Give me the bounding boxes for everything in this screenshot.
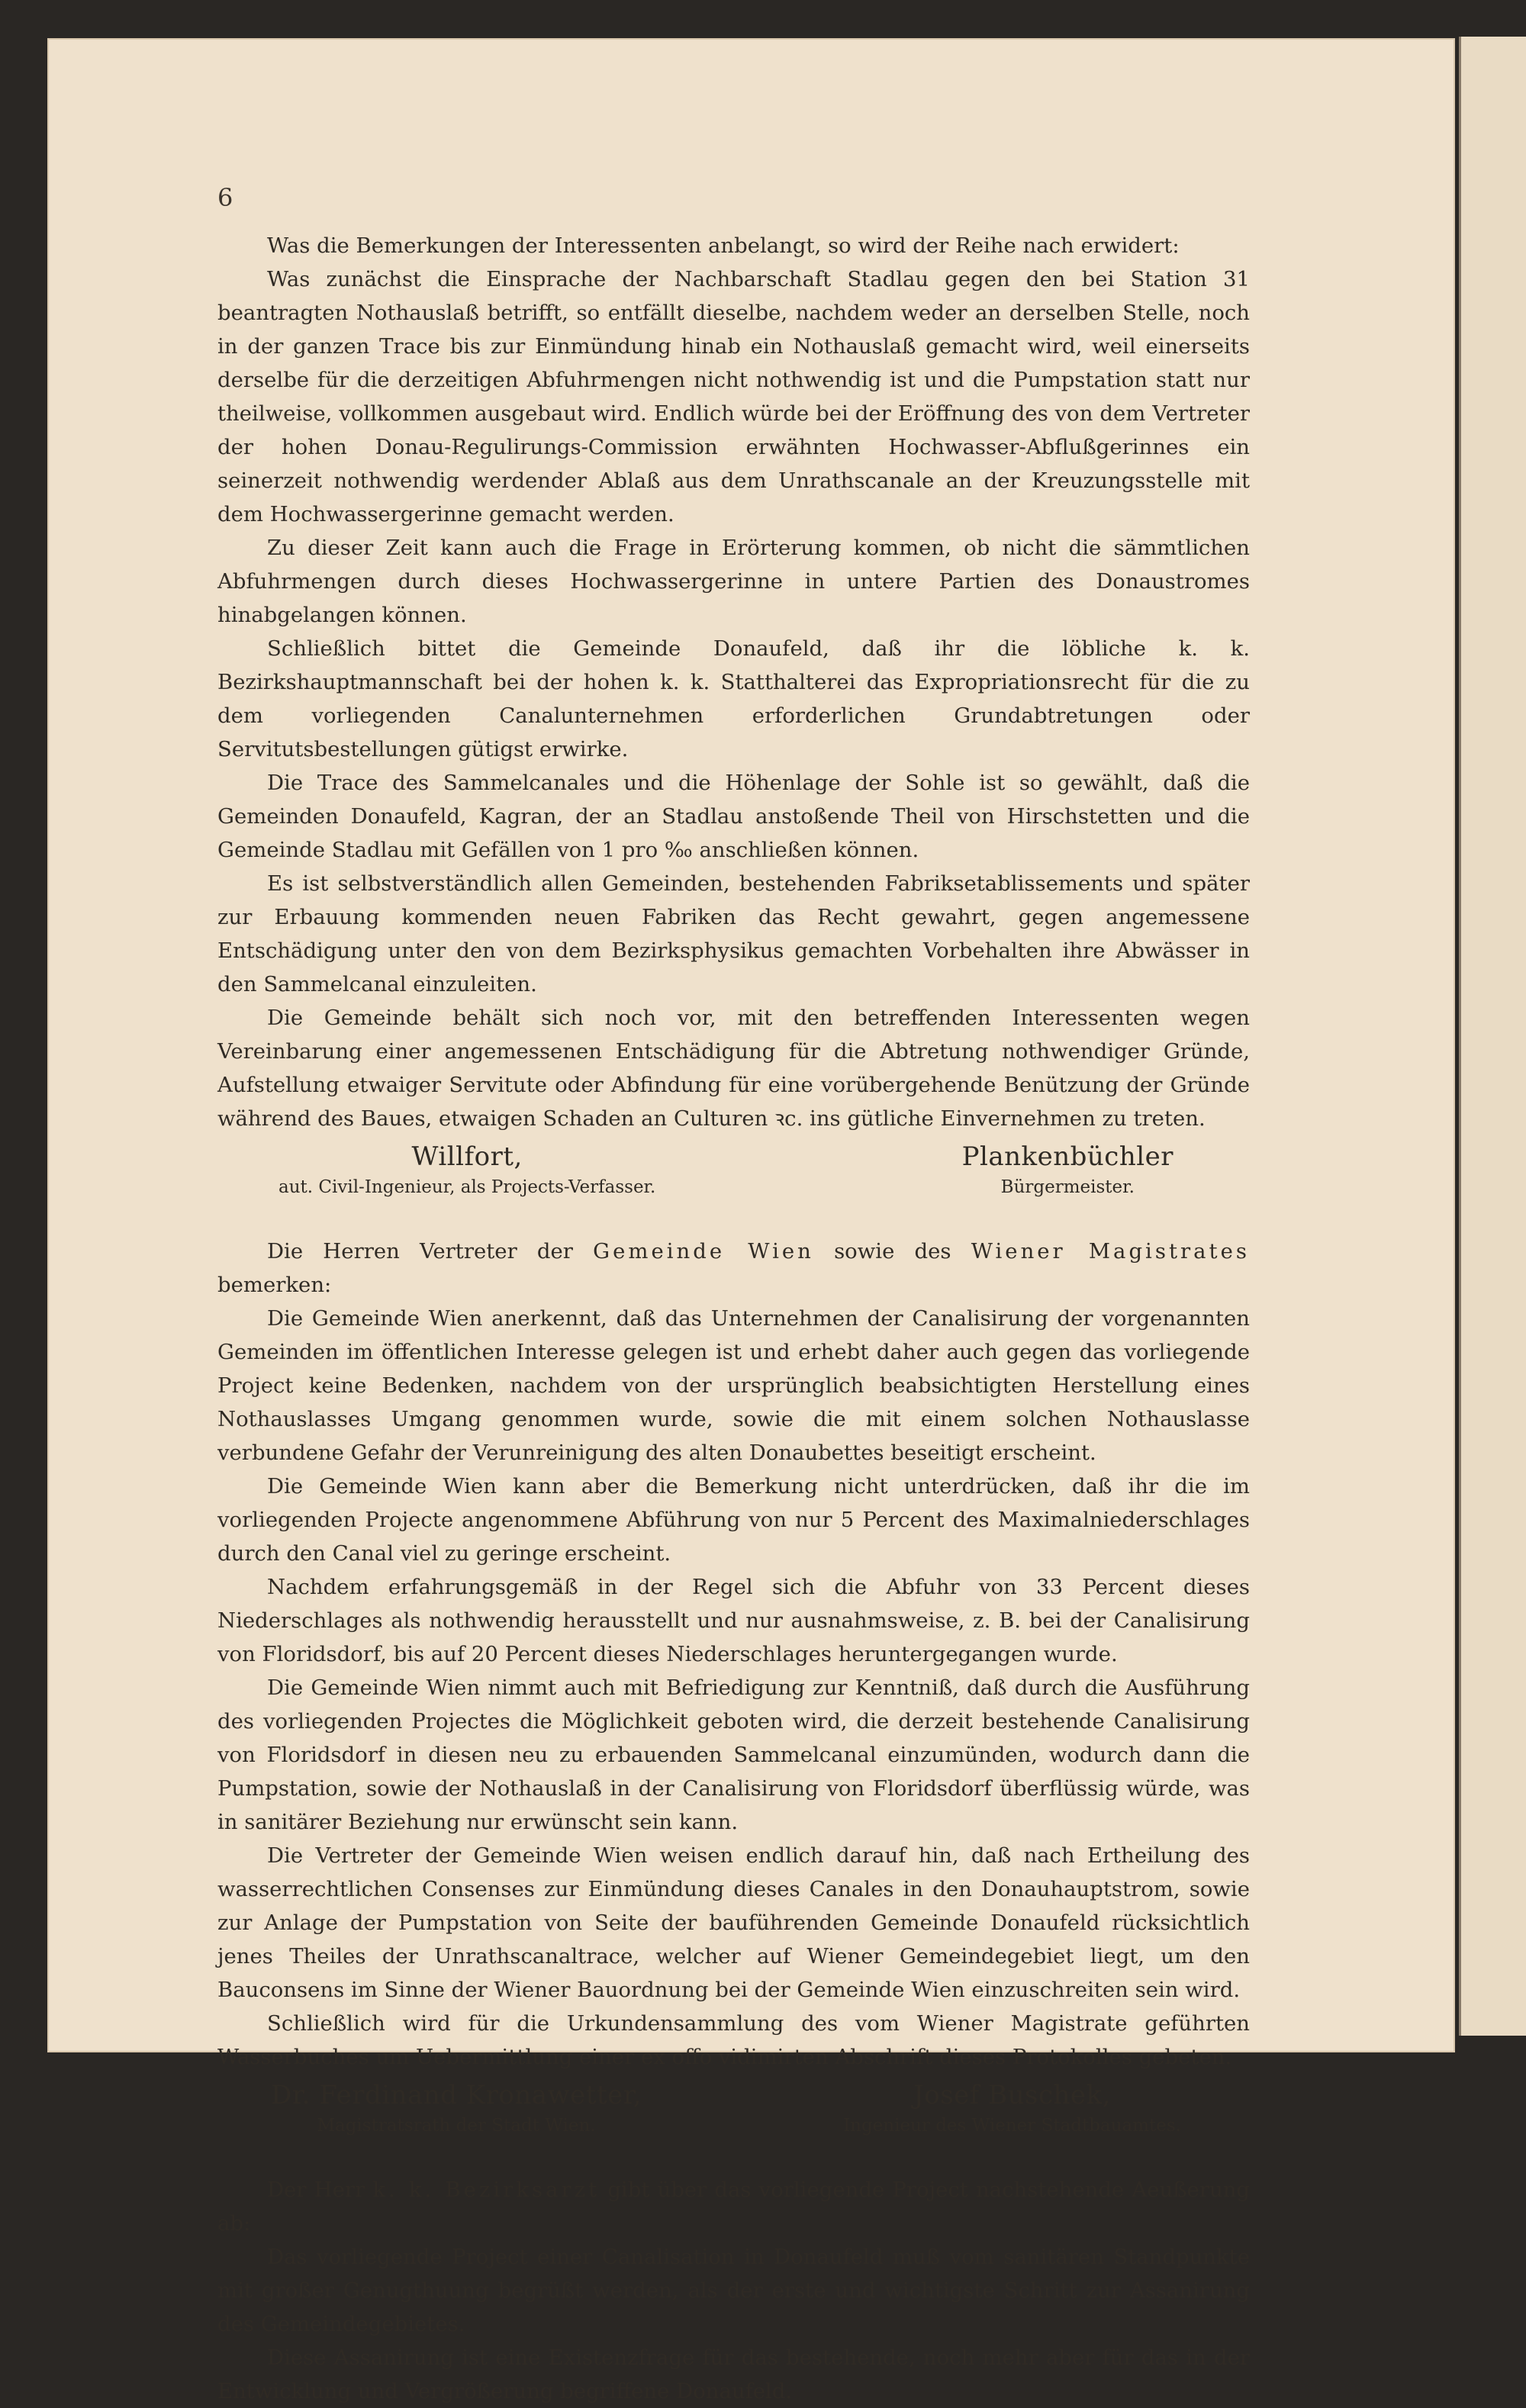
signature-role: Bürgermeister.	[1000, 1177, 1135, 1197]
signature-role: Magistratsrath der Stadt Wien.	[317, 2116, 596, 2136]
signature-buschek	[843, 2078, 1181, 2139]
paragraph: Schließlich wird für die Urkundensammlung des vom Wiener Magistrate geführten Wasserbuches um Uebermittlung einer ex offo vidimirten Abschrift dieses Protokolles gebeten.	[217, 2011, 1250, 2069]
paragraph: Was zunächst die Einsprache der Nachbarschaft Stadlau gegen den bei Station 31 beantragten Nothauslaß betrifft, so entfällt dieselbe, nachdem weder an derselben Stelle, noch in der ganzen Trace bis zur Einmündung hinab ein Nothauslaß gemacht wird, weil einerseits derselbe für die derzeitigen Abfuhrmengen nicht nothwendig ist und die Pumpstation statt nur theilweise, vollkommen ausgebaut wird. Endlich würde bei der Eröffnung des von dem Vertreter der hohen Donau-Regulirungs-Commission erwähnten Hochwasser-Abflußgerinnes ein seinerzeit nothwendig werdender Ablaß aus dem Unrathscanale an der Kreuzungsstelle mit dem Hochwassergerinne gemacht werden.	[217, 267, 1250, 526]
intro-emphasis: Gemeinde Wien	[593, 1239, 814, 1264]
intro-text: Die Herren Vertreter der	[267, 1239, 594, 1264]
signature-willfort	[278, 1140, 655, 1201]
signature-name: Josef Buschek,	[913, 2080, 1111, 2110]
paragraph: Die Gemeinde Wien nimmt auch mit Befriedigung zur Kenntniß, daß durch die Ausführung des vorliegenden Projectes die Möglichkeit geboten wird, die derzeit bestehende Canalisirung von Floridsdorf in diesen neu zu erbauenden Sammelcanal einzumünden, wodurch dann die Pumpstation, sowie der Nothauslaß in der Canalisirung von Floridsdorf überflüssig würde, was in sanitärer Beziehung nur erwünscht sein kann.	[217, 1676, 1250, 1834]
paragraph: Das vorliegende Project einer Canalisation in Donaufeld muß vom sanitären Standpunkte mit großer Genugthuung begrüßt werden, als der erste und wichtigste Schritt zur Assanirung des Gemeindegebietes.	[217, 2245, 1250, 2336]
paragraph: Diese Assanirung ist eine Existenzfrage für das bestehende, noch mehr aber für das in der Entwicklung und Vergrößerung begriffene Donaufeld.	[217, 2345, 1250, 2403]
intro-text: gibt über das vorliegende Project nachstehende Aeußerung ab:	[217, 2178, 1251, 2236]
signature-plankenbuechler	[962, 1140, 1173, 1201]
signature-role: aut. Civil-Ingenieur, als Projects-Verfasser.	[278, 1177, 656, 1197]
section-intro-vienna	[217, 1235, 1250, 1302]
section-intro-district-physician	[217, 2173, 1250, 2240]
intro-emphasis: k. k. Bezirksarzt	[372, 2178, 600, 2202]
paragraph: Die Gemeinde behält sich noch vor, mit den betreffenden Interessenten wegen Vereinbarung einer angemessenen Entschädigung für die Abtretung nothwendiger Gründe, Aufstellung etwaiger Servitute oder Abfindung für eine vorübergehende Benützung der Gründe während des Baues, etwaigen Schaden an Culturen ꝛc. ins gütliche Einvernehmen zu treten.	[217, 1006, 1250, 1131]
signature-block-2	[217, 2074, 1250, 2139]
signature-role: Ingenieur des Wiener Stadtbauamtes.	[843, 2116, 1181, 2136]
signature-name: Willfort,	[411, 1141, 523, 1172]
paragraph: Zu dieser Zeit kann auch die Frage in Erörterung kommen, ob nicht die sämmtlichen Abfuhrmengen durch dieses Hochwassergerinne in untere Partien des Donaustromes hinabgelangen können.	[217, 536, 1250, 627]
signature-block-1	[217, 1135, 1250, 1201]
paragraph: Die Vertreter der Gemeinde Wien weisen endlich darauf hin, daß nach Ertheilung des wasserrechtlichen Consenses zur Einmündung dieses Canales in den Donauhauptstrom, sowie zur Anlage der Pumpstation von Seite der bauführenden Gemeinde Donaufeld rücksichtlich jenes Theiles der Unrathscanaltrace, welcher auf Wiener Gemeindegebiet liegt, um den Bauconsens im Sinne der Wiener Bauordnung bei der Gemeinde Wien einzuschreiten sein wird.	[217, 1843, 1250, 2002]
page-number: 6	[217, 183, 233, 212]
paragraph: Nachdem erfahrungsgemäß in der Regel sich die Abfuhr von 33 Percent dieses Niederschlages als nothwendig herausstellt und nur ausnahmsweise, z. B. bei der Canalisirung von Floridsdorf, bis auf 20 Percent dieses Niederschlages heruntergegangen wurde.	[217, 1575, 1250, 1666]
next-page-edge	[1459, 37, 1526, 2036]
signature-name: Plankenbüchler	[961, 1141, 1173, 1172]
paragraph: Es ist selbstverständlich allen Gemeinden, bestehenden Fabriksetablissements und später zur Erbauung kommenden neuen Fabriken das Recht gewahrt, gegen angemessene Entschädigung unter den von dem Bezirksphysikus gemachten Vorbehalten ihre Abwässer in den Sammelcanal einzuleiten.	[217, 871, 1250, 996]
intro-text: Der Herr	[267, 2178, 373, 2202]
paragraph: Schließlich bittet die Gemeinde Donaufeld, daß ihr die löbliche k. k. Bezirkshauptmannschaft bei der hohen k. k. Statthalterei das Expropriationsrecht für die zu dem vorliegenden Canalunternehmen erforderlichen Grundabtretungen oder Servitutsbestellungen gütigst erwirke.	[217, 636, 1250, 761]
intro-emphasis: Wiener Magistrates	[971, 1239, 1250, 1264]
intro-text: sowie des	[813, 1239, 971, 1264]
intro-text: bemerken:	[217, 1273, 332, 1297]
paragraph: Die Gemeinde Wien anerkennt, daß das Unternehmen der Canalisirung der vorgenannten Gemeinden im öffentlichen Interesse gelegen ist und erhebt daher auch gegen das vorliegende Project keine Bedenken, nachdem von der ursprünglich beabsichtigten Herstellung eines Nothauslasses Umgang genommen wurde, sowie die mit einem solchen Nothauslasse verbundene Gefahr der Verunreinigung des alten Donaubettes beseitigt erscheint.	[217, 1306, 1250, 1465]
signature-kronawetter	[271, 2078, 642, 2139]
signature-name: Dr. Ferdinand Kronawetter,	[271, 2080, 642, 2110]
paragraph: Die Gemeinde Wien kann aber die Bemerkung nicht unterdrücken, daß ihr die im vorliegenden Projecte angenommene Abführung von nur 5 Percent des Maximalniederschlages durch den Canal viel zu geringe erscheint.	[217, 1474, 1250, 1566]
document-body	[217, 229, 1250, 2408]
paragraph: Was die Bemerkungen der Interessenten anbelangt, so wird der Reihe nach erwidert:	[267, 233, 1180, 258]
paragraph: Die Trace des Sammelcanales und die Höhenlage der Sohle ist so gewählt, daß die Gemeinden Donaufeld, Kagran, der an Stadlau anstoßende Theil von Hirschstetten und die Gemeinde Stadlau mit Gefällen von 1 pro ‰ anschließen können.	[217, 771, 1250, 862]
